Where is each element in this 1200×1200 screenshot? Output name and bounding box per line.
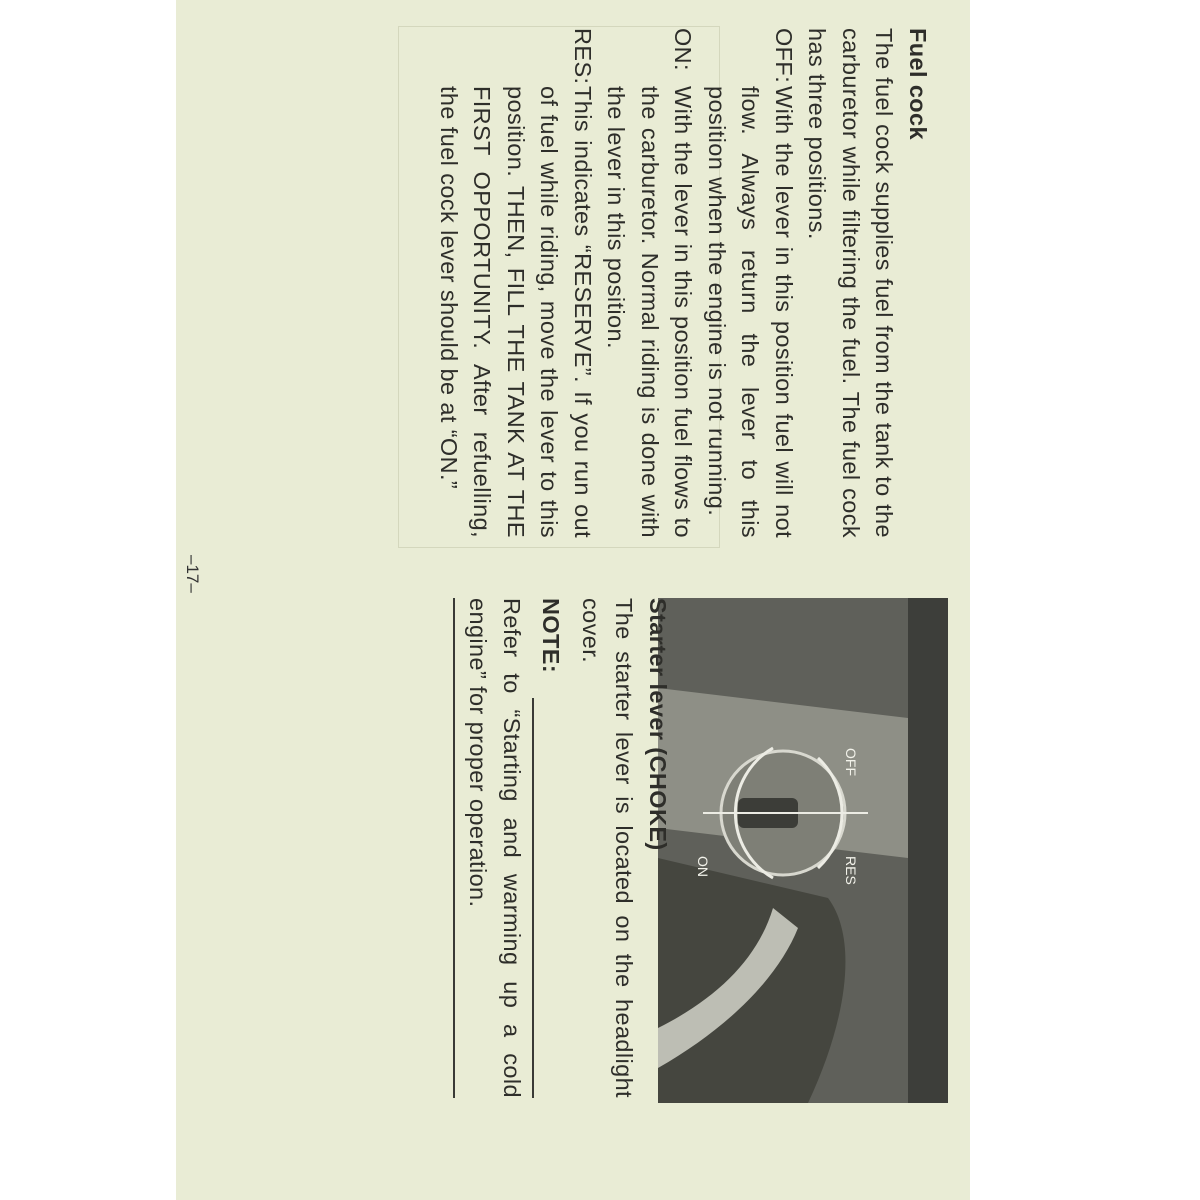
starter-lever-text: The starter lever is located on the headlight cover. — [578, 598, 638, 1098]
position-text: With the lever in this position fuel will not flow. Always return the lever to this position when the engine is not running. — [704, 86, 797, 538]
position-key: OFF: — [771, 28, 797, 84]
starter-lever-heading: Starter lever (CHOKE) — [645, 598, 671, 851]
page-number: –17– — [183, 555, 202, 593]
position-res — [432, 28, 600, 538]
rotated-page-content — [176, 0, 970, 1200]
position-key: ON: — [670, 28, 697, 71]
position-key: RES: — [570, 28, 596, 85]
position-on — [599, 28, 700, 538]
photo-label-res: RES — [843, 856, 859, 885]
note-rule-bottom — [453, 598, 455, 1098]
position-off — [700, 28, 801, 538]
photo-label-on: ON — [695, 856, 711, 877]
manual-page — [176, 0, 970, 1200]
note-rule-top — [532, 698, 534, 1098]
note-text: Refer to “Starting and warming up a cold engine” for proper operation. — [465, 598, 525, 1098]
fuel-cock-section — [432, 28, 935, 538]
position-text: With the lever in this position fuel flows to the carburetor. Normal riding is done with the lever in this position. — [603, 86, 697, 538]
fuel-cock-intro: The fuel cock supplies fuel from the tank to the carburetor while filtering the fuel. The fuel cock has three positions. — [804, 28, 898, 538]
note-heading: NOTE: — [538, 598, 565, 674]
position-text: This indicates “RESERVE”. If you run out of fuel while riding, move the lever to this position. THEN, FILL THE TANK AT THE FIRST OPPORTUNITY. After refuelling, the fuel cock lever should be at “ON.” — [436, 86, 596, 538]
starter-lever-section — [453, 598, 934, 1098]
photo-label-off: OFF — [843, 748, 859, 776]
fuel-cock-heading: Fuel cock — [905, 28, 931, 141]
